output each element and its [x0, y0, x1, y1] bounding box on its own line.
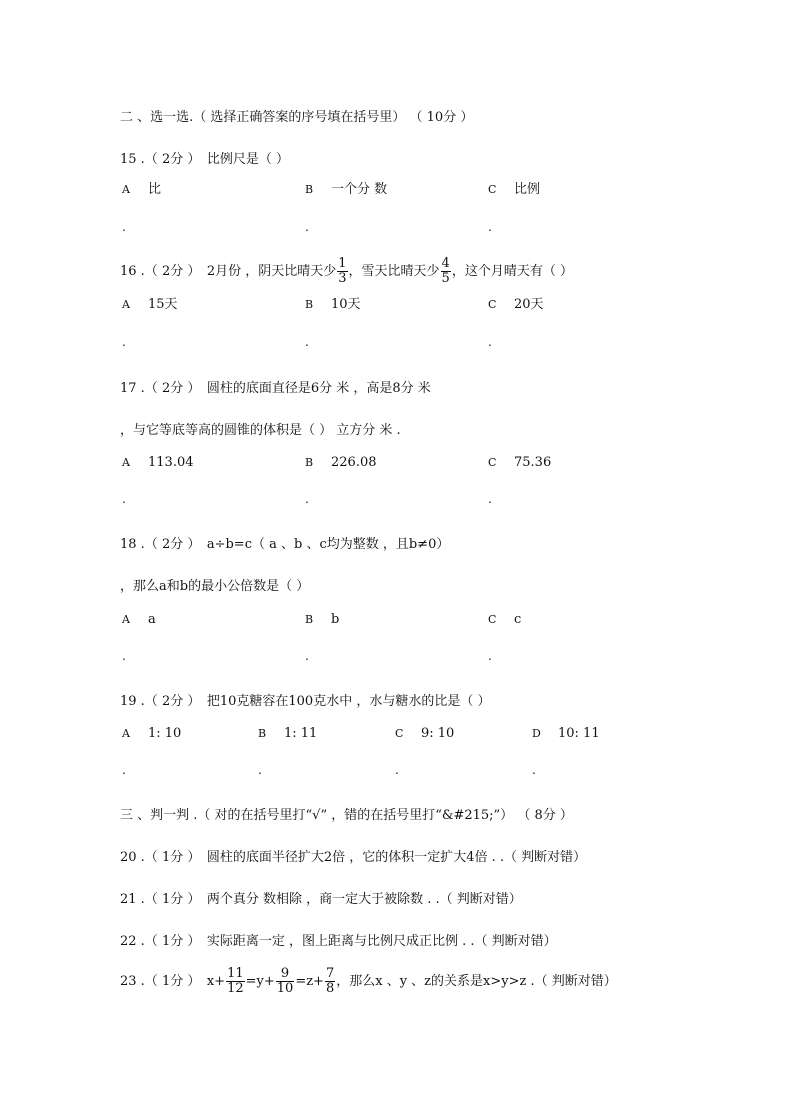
q15-option-c: C 比例: [488, 182, 541, 197]
q17-option-a: A 113.04: [122, 455, 194, 470]
q17-dot-b: .: [305, 492, 309, 506]
section-choice-title: 二 、选一选.（ 选择正确答案的序号填在括号里） （ 10分 ）: [120, 110, 474, 125]
q16-dot-b: .: [305, 335, 309, 349]
q19-dot-b: .: [258, 763, 262, 777]
q19-dot-d: .: [532, 763, 536, 777]
fraction-four-fifths: $\frac{4}{5}$: [441, 256, 450, 286]
question-18-stem-line2: ，那么a和b的最小公倍数是（ ）: [120, 579, 310, 594]
q16-dot-c: .: [488, 335, 492, 349]
question-16-stem: 16 .（ 2分 ） 2月份 ，阴天比晴天少 $\frac{1}{3}$ ，雪天比晴天少 $\frac{4}{5}$ ，这个月晴天有（ ）: [120, 256, 573, 286]
q18-dot-b: .: [305, 649, 309, 663]
q18-option-c: C c: [488, 612, 522, 627]
q17-option-c: C 75.36: [488, 455, 552, 470]
q15-option-b: B 一个分 数: [305, 182, 388, 197]
q16-dot-a: .: [122, 335, 126, 349]
q19-option-a: A 1: 10: [122, 726, 182, 741]
q17-option-b: B 226.08: [305, 455, 377, 470]
question-20-stem: 20 .（ 1分 ） 圆柱的底面半径扩大2倍 ，它的体积一定扩大4倍 . .（ 判断对错）: [120, 850, 587, 865]
fraction-seven-eighths: $\frac{7}{8}$: [325, 966, 335, 996]
question-23-stem: 23 .（ 1分 ） x+ $\frac{11}{12}$ =y+ $\frac{9}{10}$ =z+ $\frac{7}{8}$ ，那么x 、y 、z的关系是x>y>z .（ 判断对错）: [120, 966, 617, 996]
question-15-stem: 15 .（ 2分 ） 比例尺是（ ）: [120, 152, 289, 167]
fraction-eleven-twelfths: $\frac{11}{12}$: [227, 966, 244, 996]
question-19-stem: 19 .（ 2分 ） 把10克糖容在100克水中 ，水与糖水的比是（ ）: [120, 694, 491, 709]
q18-dot-a: .: [122, 649, 126, 663]
q19-dot-a: .: [122, 763, 126, 777]
q18-option-a: A a: [122, 612, 156, 627]
q15-dot-a: .: [122, 220, 126, 234]
q18-option-b: B b: [305, 612, 340, 627]
q18-dot-c: .: [488, 649, 492, 663]
q16-option-a: A 15天: [122, 297, 178, 312]
question-21-stem: 21 .（ 1分 ） 两个真分 数相除 ，商一定大于被除数 . .（ 判断对错）: [120, 892, 522, 907]
q19-dot-c: .: [395, 763, 399, 777]
q19-option-b: B 1: 11: [258, 726, 318, 741]
question-18-stem-line1: 18 .（ 2分 ） a÷b=c（ a 、b 、c均为整数 ，且b≠0）: [120, 537, 450, 552]
q16-option-c: C 20天: [488, 297, 544, 312]
q15-dot-b: .: [305, 220, 309, 234]
q15-dot-c: .: [488, 220, 492, 234]
section-judge-title: 三 、判一判 .（ 对的在括号里打“√” ，错的在括号里打“&#215;”） （ 8分 ）: [120, 808, 573, 823]
q17-dot-a: .: [122, 492, 126, 506]
fraction-nine-tenths: $\frac{9}{10}$: [276, 966, 294, 996]
fraction-one-third: $\frac{1}{3}$: [338, 256, 347, 286]
question-17-stem-line2: ，与它等底等高的圆锥的体积是（ ） 立方分 米 .: [120, 423, 401, 438]
q16-option-b: B 10天: [305, 297, 361, 312]
question-22-stem: 22 .（ 1分 ） 实际距离一定 ，图上距离与比例尺成正比例 . .（ 判断对错）: [120, 934, 557, 949]
q19-option-d: D 10: 11: [532, 726, 600, 741]
question-17-stem-line1: 17 .（ 2分 ） 圆柱的底面直径是6分 米 ，高是8分 米: [120, 381, 431, 396]
q17-dot-c: .: [488, 492, 492, 506]
q15-option-a: A 比: [122, 182, 162, 197]
q19-option-c: C 9: 10: [395, 726, 455, 741]
